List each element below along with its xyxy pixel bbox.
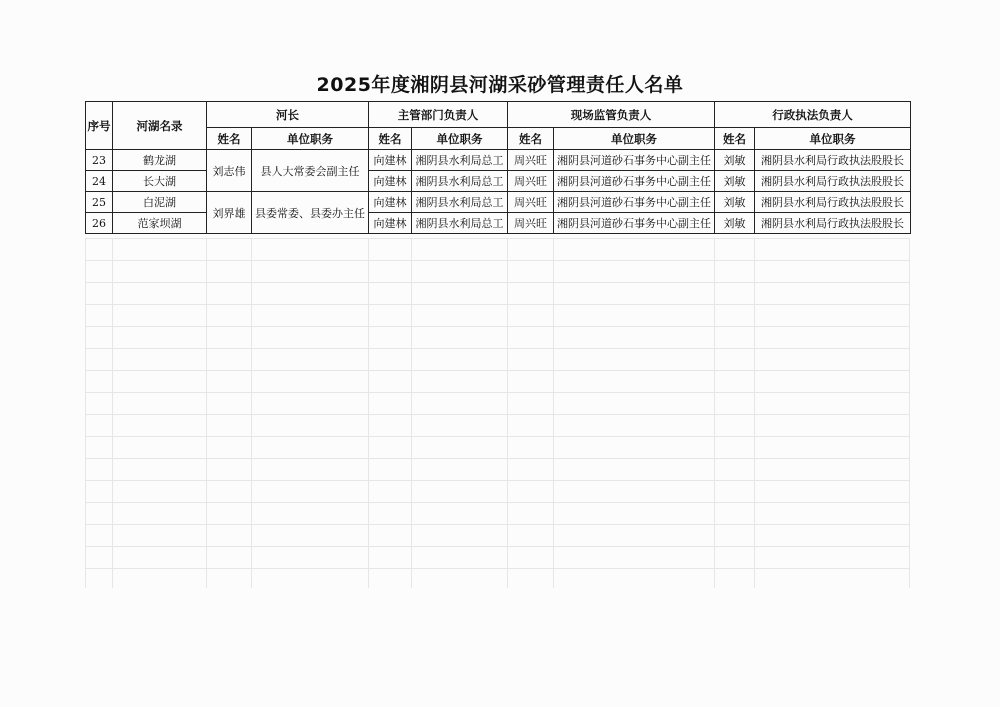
- header-row-1: [86, 102, 911, 128]
- cell-enf-name: 刘敏: [715, 192, 755, 213]
- header-name: 姓名: [369, 128, 412, 150]
- header-dept-head: 主管部门负责人: [369, 102, 508, 128]
- header-lake-name: 河湖名录: [113, 102, 207, 150]
- cell-seq: 26: [86, 213, 113, 234]
- cell-dept-name: 向建林: [369, 213, 412, 234]
- cell-enf-name: 刘敏: [715, 213, 755, 234]
- table-row: [86, 192, 911, 213]
- header-seq: 序号: [86, 102, 113, 150]
- cell-dept-name: 向建林: [369, 171, 412, 192]
- header-position: 单位职务: [755, 128, 911, 150]
- cell-enf-name: 刘敏: [715, 171, 755, 192]
- cell-enf-name: 刘敏: [715, 150, 755, 171]
- header-name: 姓名: [508, 128, 554, 150]
- header-name: 姓名: [715, 128, 755, 150]
- cell-site-name: 周兴旺: [508, 213, 554, 234]
- header-site-supervisor: 现场监管负责人: [508, 102, 715, 128]
- header-position: 单位职务: [412, 128, 508, 150]
- bleed-through-grid: [85, 238, 910, 588]
- header-river-chief: 河长: [207, 102, 369, 128]
- cell-dept-position: 湘阴县水利局总工: [412, 213, 508, 234]
- cell-site-name: 周兴旺: [508, 171, 554, 192]
- cell-dept-position: 湘阴县水利局总工: [412, 150, 508, 171]
- header-position: 单位职务: [252, 128, 369, 150]
- header-name: 姓名: [207, 128, 252, 150]
- cell-enf-position: 湘阴县水利局行政执法股股长: [755, 192, 911, 213]
- cell-chief-position: 县人大常委会副主任: [252, 150, 369, 192]
- responsibility-table: [85, 101, 911, 234]
- cell-site-name: 周兴旺: [508, 192, 554, 213]
- cell-chief-position: 县委常委、县委办主任: [252, 192, 369, 234]
- cell-chief-name: 刘志伟: [207, 150, 252, 192]
- cell-chief-name: 刘界雄: [207, 192, 252, 234]
- header-enforcement: 行政执法负责人: [715, 102, 911, 128]
- cell-site-name: 周兴旺: [508, 150, 554, 171]
- cell-lake: 长大湖: [113, 171, 207, 192]
- cell-dept-name: 向建林: [369, 150, 412, 171]
- header-position: 单位职务: [554, 128, 715, 150]
- cell-site-position: 湘阴县河道砂石事务中心副主任: [554, 192, 715, 213]
- page-title: 2025年度湘阴县河湖采砂管理责任人名单: [316, 74, 684, 96]
- cell-seq: 24: [86, 171, 113, 192]
- cell-dept-position: 湘阴县水利局总工: [412, 171, 508, 192]
- cell-site-position: 湘阴县河道砂石事务中心副主任: [554, 150, 715, 171]
- header-row-2: [86, 128, 911, 150]
- cell-lake: 范家坝湖: [113, 213, 207, 234]
- cell-enf-position: 湘阴县水利局行政执法股股长: [755, 171, 911, 192]
- cell-enf-position: 湘阴县水利局行政执法股股长: [755, 150, 911, 171]
- cell-lake: 白泥湖: [113, 192, 207, 213]
- cell-site-position: 湘阴县河道砂石事务中心副主任: [554, 171, 715, 192]
- cell-dept-position: 湘阴县水利局总工: [412, 192, 508, 213]
- cell-dept-name: 向建林: [369, 192, 412, 213]
- cell-site-position: 湘阴县河道砂石事务中心副主任: [554, 213, 715, 234]
- table-row: [86, 150, 911, 171]
- cell-enf-position: 湘阴县水利局行政执法股股长: [755, 213, 911, 234]
- cell-seq: 23: [86, 150, 113, 171]
- cell-lake: 鹤龙湖: [113, 150, 207, 171]
- cell-seq: 25: [86, 192, 113, 213]
